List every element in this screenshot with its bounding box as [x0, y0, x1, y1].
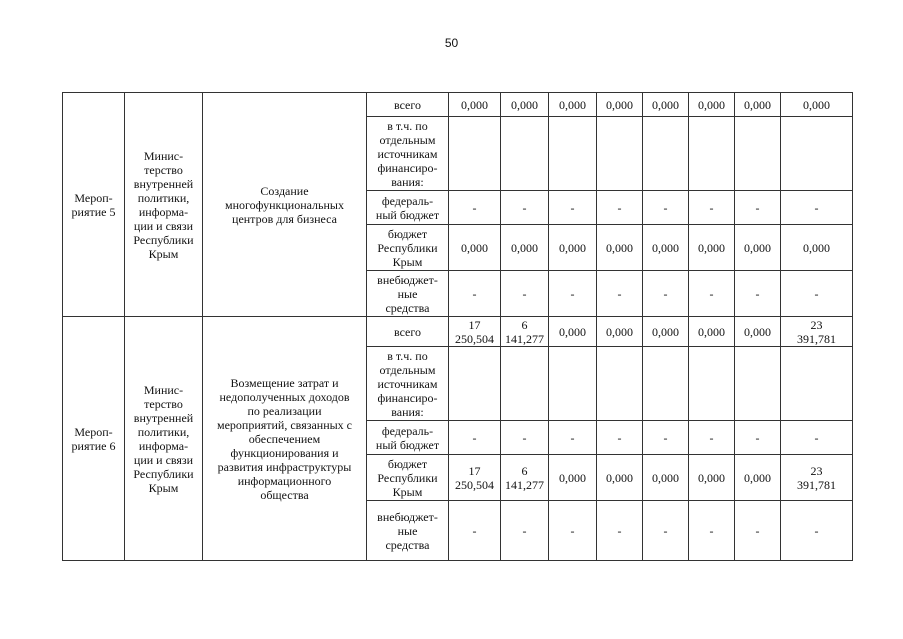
- value-cell: [549, 117, 597, 191]
- value-cell: -: [449, 191, 501, 225]
- value-cell: 0,000: [689, 93, 735, 117]
- value-cell: 0,000: [689, 317, 735, 347]
- value-cell: -: [501, 191, 549, 225]
- value-cell: [501, 347, 549, 421]
- value-cell: 0,000: [501, 225, 549, 271]
- value-cell: 0,000: [735, 317, 781, 347]
- value-cell: [781, 347, 853, 421]
- funding-source-cell: всего: [367, 317, 449, 347]
- value-cell: -: [449, 271, 501, 317]
- description-cell: Возмещение затрат и недополученных доходов по реализации мероприятий, связанных с обеспечением функционирования и развития инфраструктуры информационного общества: [203, 317, 367, 561]
- value-cell: -: [597, 421, 643, 455]
- funding-source-cell: внебюджет- ные средства: [367, 271, 449, 317]
- value-cell: [501, 117, 549, 191]
- value-cell: 0,000: [597, 225, 643, 271]
- value-cell: 0,000: [689, 225, 735, 271]
- value-cell: 0,000: [501, 93, 549, 117]
- value-cell: [449, 117, 501, 191]
- value-cell: [689, 117, 735, 191]
- value-cell: -: [643, 501, 689, 561]
- value-cell: [549, 347, 597, 421]
- value-cell: -: [781, 421, 853, 455]
- organization-cell: Минис- терство внутренней политики, информа- ции и связи Республики Крым: [125, 317, 203, 561]
- value-cell: -: [735, 191, 781, 225]
- funding-source-cell: бюджет Республики Крым: [367, 225, 449, 271]
- funding-source-cell: внебюджет- ные средства: [367, 501, 449, 561]
- value-cell: -: [781, 191, 853, 225]
- value-cell: 0,000: [735, 225, 781, 271]
- value-cell: 0,000: [597, 93, 643, 117]
- value-cell: -: [735, 421, 781, 455]
- value-cell: 0,000: [643, 93, 689, 117]
- value-cell: 0,000: [735, 455, 781, 501]
- value-cell: 0,000: [781, 225, 853, 271]
- value-cell: [449, 347, 501, 421]
- value-cell: -: [781, 271, 853, 317]
- table-row: [63, 93, 853, 117]
- funding-source-cell: всего: [367, 93, 449, 117]
- description-cell: Создание многофункциональных центров для бизнеса: [203, 93, 367, 317]
- organization-cell: Минис- терство внутренней политики, информа- ции и связи Республики Крым: [125, 93, 203, 317]
- page-number: 50: [444, 36, 459, 50]
- value-cell: 0,000: [781, 93, 853, 117]
- value-cell: 0,000: [597, 455, 643, 501]
- value-cell: 0,000: [449, 93, 501, 117]
- value-cell: 17 250,504: [449, 455, 501, 501]
- value-cell: [597, 117, 643, 191]
- value-cell: -: [689, 271, 735, 317]
- event-cell: Мероп- риятие 6: [63, 317, 125, 561]
- value-cell: 0,000: [643, 455, 689, 501]
- value-cell: -: [643, 421, 689, 455]
- value-cell: -: [735, 501, 781, 561]
- value-cell: [735, 347, 781, 421]
- value-cell: -: [597, 271, 643, 317]
- value-cell: -: [449, 501, 501, 561]
- value-cell: -: [643, 191, 689, 225]
- value-cell: -: [549, 421, 597, 455]
- funding-table: [62, 92, 853, 561]
- value-cell: 23 391,781: [781, 455, 853, 501]
- value-cell: 0,000: [549, 225, 597, 271]
- value-cell: [781, 117, 853, 191]
- funding-source-cell: в т.ч. по отдельным источникам финансиро- вания:: [367, 347, 449, 421]
- funding-source-cell: бюджет Республики Крым: [367, 455, 449, 501]
- value-cell: 0,000: [643, 317, 689, 347]
- funding-source-cell: федераль- ный бюджет: [367, 421, 449, 455]
- value-cell: -: [643, 271, 689, 317]
- value-cell: -: [689, 501, 735, 561]
- value-cell: -: [597, 191, 643, 225]
- value-cell: 0,000: [549, 93, 597, 117]
- value-cell: 6 141,277: [501, 317, 549, 347]
- value-cell: [643, 347, 689, 421]
- value-cell: -: [501, 421, 549, 455]
- value-cell: -: [449, 421, 501, 455]
- value-cell: [643, 117, 689, 191]
- funding-source-cell: в т.ч. по отдельным источникам финансиро- вания:: [367, 117, 449, 191]
- value-cell: -: [689, 191, 735, 225]
- table-row: [63, 317, 853, 347]
- value-cell: 17 250,504: [449, 317, 501, 347]
- value-cell: 0,000: [643, 225, 689, 271]
- value-cell: 6 141,277: [501, 455, 549, 501]
- value-cell: [597, 347, 643, 421]
- value-cell: 0,000: [597, 317, 643, 347]
- value-cell: -: [549, 271, 597, 317]
- value-cell: 0,000: [689, 455, 735, 501]
- value-cell: 0,000: [449, 225, 501, 271]
- event-cell: Мероп- риятие 5: [63, 93, 125, 317]
- value-cell: -: [689, 421, 735, 455]
- value-cell: -: [781, 501, 853, 561]
- value-cell: 0,000: [735, 93, 781, 117]
- value-cell: -: [597, 501, 643, 561]
- value-cell: -: [501, 501, 549, 561]
- value-cell: [735, 117, 781, 191]
- value-cell: 0,000: [549, 455, 597, 501]
- value-cell: -: [549, 191, 597, 225]
- funding-source-cell: федераль- ный бюджет: [367, 191, 449, 225]
- value-cell: -: [501, 271, 549, 317]
- value-cell: 0,000: [549, 317, 597, 347]
- value-cell: -: [735, 271, 781, 317]
- value-cell: -: [549, 501, 597, 561]
- value-cell: [689, 347, 735, 421]
- value-cell: 23 391,781: [781, 317, 853, 347]
